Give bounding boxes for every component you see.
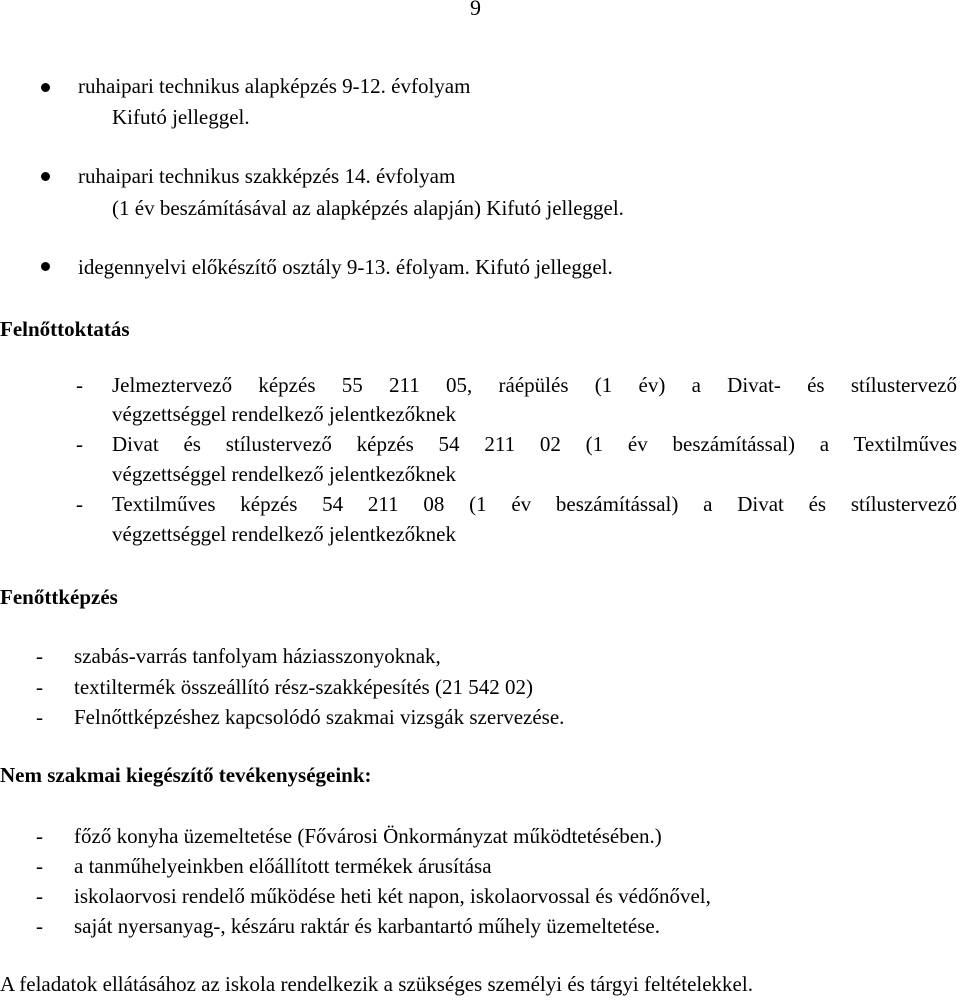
list-item: textiltermék összeállító rész-szakképesítés (21 542 02) (74, 675, 533, 699)
bullet-item-line: Kifutó jelleggel. (112, 105, 250, 129)
list-item-line: Textilműves képzés 54 211 08 (1 év beszámítással) a Divat és stílustervező (112, 492, 957, 516)
section-heading-extra-activities: Nem szakmai kiegészítő tevékenységeink: (0, 763, 372, 787)
bullet-item-line: ruhaipari technikus alapképzés 9-12. évfolyam (78, 74, 471, 98)
list-item-line: Jelmeztervező képzés 55 211 05, ráépülés (1 év) a Divat- és stílustervező (112, 373, 957, 397)
dash-marker: - (36, 884, 43, 908)
dash-marker: - (36, 914, 43, 938)
dash-marker: - (76, 432, 83, 456)
list-item: szabás-varrás tanfolyam háziasszonyoknak, (74, 644, 441, 668)
dash-marker: - (36, 705, 43, 729)
dash-marker: - (36, 644, 43, 668)
section-heading-adult-training: Fenőttképzés (0, 585, 118, 609)
dash-marker: - (36, 675, 43, 699)
bullet-item-line: (1 év beszámításával az alapképzés alapján) Kifutó jelleggel. (112, 196, 624, 220)
bullet-icon (41, 83, 50, 92)
list-item-line: Divat és stílustervező képzés 54 211 02 (1 év beszámítással) a Textilműves (112, 432, 957, 456)
dash-marker: - (76, 373, 83, 397)
list-item-line: végzettséggel rendelkező jelentkezőknek (112, 462, 456, 486)
list-item: Felnőttképzéshez kapcsolódó szakmai vizsgák szervezése. (74, 705, 565, 729)
list-item: a tanműhelyeinkben előállított termékek árusítása (74, 854, 492, 878)
list-item-line: végzettséggel rendelkező jelentkezőknek (112, 522, 456, 546)
list-item: saját nyersanyag-, készáru raktár és karbantartó műhely üzemeltetése. (74, 914, 660, 938)
dash-marker: - (36, 824, 43, 848)
list-item: iskolaorvosi rendelő működése heti két napon, iskolaorvossal és védőnővel, (74, 884, 711, 908)
bullet-item-line: ruhaipari technikus szakképzés 14. évfolyam (78, 164, 456, 188)
bullet-icon (41, 172, 50, 181)
section-heading-adult-education: Felnőttoktatás (0, 317, 130, 341)
dash-marker: - (36, 854, 43, 878)
dash-marker: - (76, 492, 83, 516)
bullet-icon (41, 262, 50, 271)
bullet-item-line: idegennyelvi előkészítő osztály 9-13. éfolyam. Kifutó jelleggel. (78, 255, 613, 279)
list-item: főző konyha üzemeltetése (Fővárosi Önkormányzat működtetésében.) (74, 824, 662, 848)
list-item-line: végzettséggel rendelkező jelentkezőknek (112, 402, 456, 426)
closing-paragraph: A feladatok ellátásához az iskola rendelkezik a szükséges személyi és tárgyi feltételekkel. (0, 972, 753, 996)
page-number: 9 (470, 0, 481, 20)
